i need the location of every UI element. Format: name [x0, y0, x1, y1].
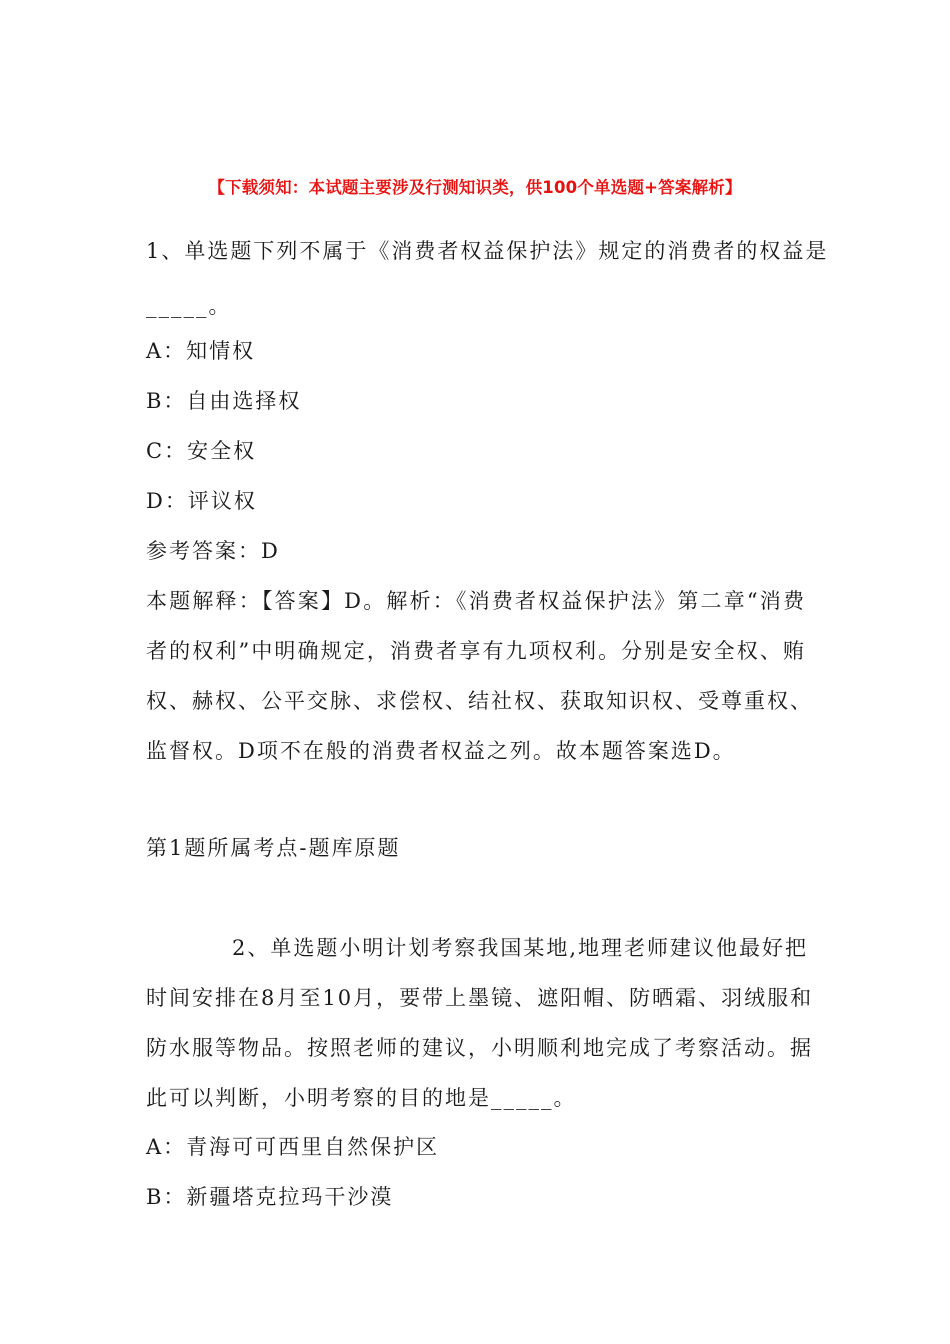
- question-2-stem-line-4: 此可以判断，小明考察的目的地是_____。: [146, 1086, 577, 1110]
- question-1-answer: 参考答案：D: [146, 539, 280, 563]
- question-2-stem-line-2: 时间安排在8月至10月，要带上墨镜、遮阳帽、防晒霜、羽绒服和: [146, 986, 814, 1010]
- question-2-stem-line-1: 2、单选题小明计划考察我国某地,地理老师建议他最好把: [232, 936, 809, 960]
- download-notice: 【下载须知：本试题主要涉及行测知识类，供100个单选题+答案解析】: [208, 178, 742, 197]
- question-1-option-a: A：知情权: [146, 339, 256, 363]
- question-1-stem-line-1: 1、单选题下列不属于《消费者权益保护法》规定的消费者的权益是: [146, 239, 829, 263]
- question-1-explanation-line-4: 监督权。D项不在般的消费者权益之列。故本题答案选D。: [146, 739, 736, 763]
- question-1-option-c: C：安全权: [146, 439, 257, 463]
- question-1-explanation-line-1: 本题解释：【答案】D。解析：《消费者权益保护法》第二章“消费: [146, 589, 806, 613]
- question-1-option-d: D：评议权: [146, 489, 257, 513]
- question-2-stem-line-3: 防水服等物品。按照老师的建议，小明顺利地完成了考察活动。据: [146, 1036, 813, 1060]
- question-1-explanation-line-2: 者的权利”中明确规定，消费者享有九项权利。分别是安全权、贿: [146, 639, 806, 663]
- question-2-option-a: A：青海可可西里自然保护区: [146, 1135, 440, 1159]
- question-2-option-b: B：新疆塔克拉玛干沙漠: [146, 1185, 394, 1209]
- question-1-option-b: B：自由选择权: [146, 389, 302, 413]
- question-1-explanation-line-3: 权、赫权、公平交脉、求偿权、结社权、获取知识权、受尊重权、: [146, 689, 813, 713]
- question-1-topic: 第1题所属考点-题库原题: [146, 836, 401, 860]
- question-1-stem-line-2: _____。: [146, 294, 232, 318]
